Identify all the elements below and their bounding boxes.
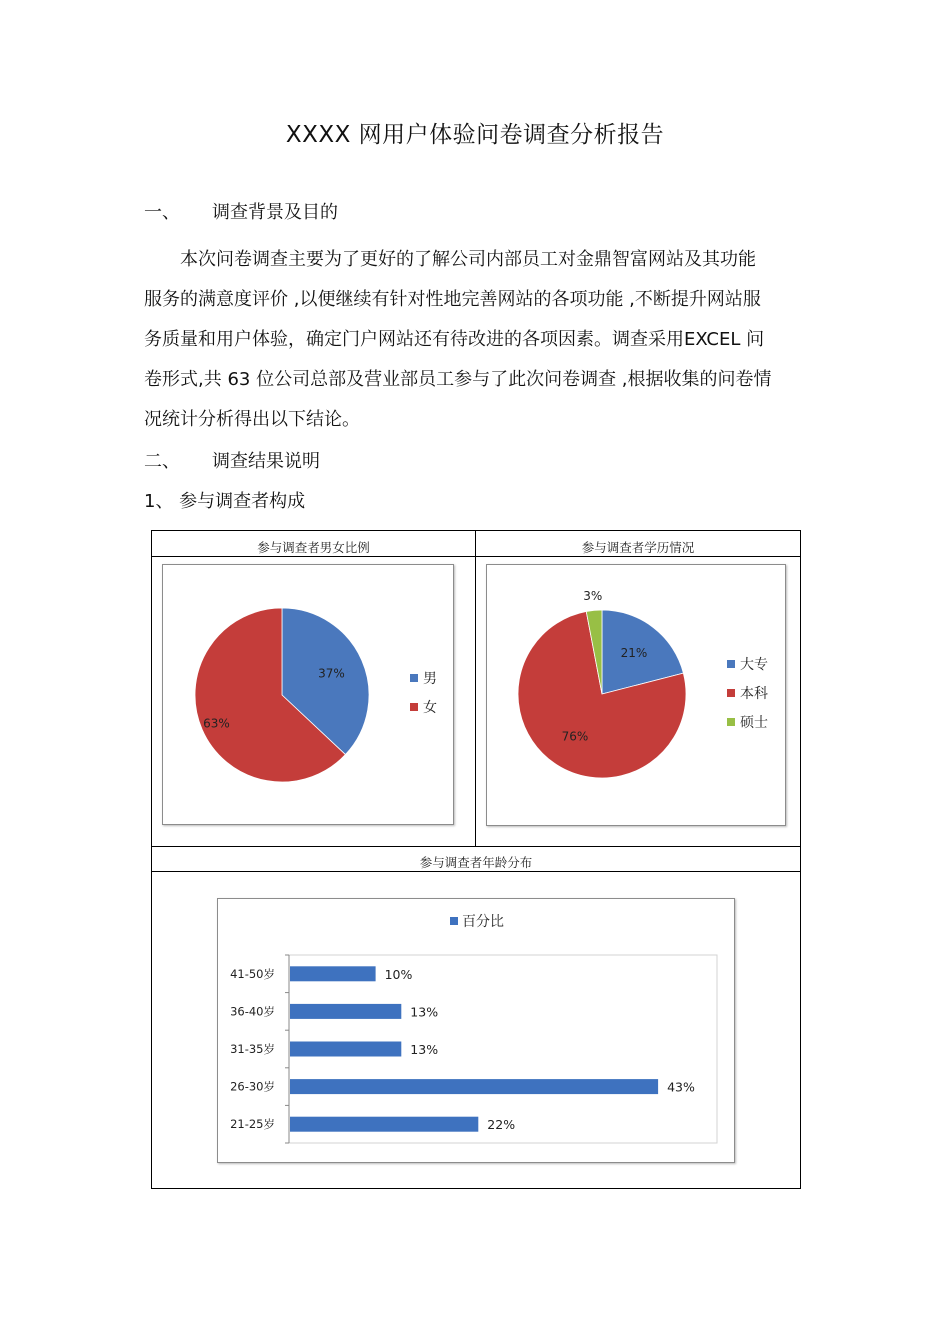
legend-label: 男 [423, 671, 437, 687]
charts-table [151, 530, 801, 1189]
table-divider [475, 531, 476, 846]
legend-label: 女 [423, 700, 437, 716]
category-label: 26-30岁 [230, 1079, 275, 1094]
legend-label: 本科 [740, 686, 768, 702]
paragraph-line: 务质量和用户体验，确定门户网站还有待改进的各项因素。调查采用EXCEL 问 [144, 329, 765, 350]
legend-label: 大专 [740, 657, 768, 673]
age-chart [217, 898, 735, 1163]
category-label: 31-35岁 [230, 1042, 275, 1056]
section-number: 一、 [144, 202, 180, 223]
gender-pie-chart [163, 565, 453, 824]
gender-chart [162, 564, 454, 825]
background-paragraph [144, 240, 809, 440]
bar [290, 1004, 401, 1019]
bar-value-label: 13% [410, 1004, 439, 1020]
pie-data-label: 63% [203, 716, 230, 731]
age-chart-title: 参与调查者年龄分布 [419, 855, 533, 870]
pie-data-label: 37% [318, 666, 345, 681]
bar [290, 1079, 658, 1094]
category-label: 36-40岁 [230, 1004, 275, 1019]
table-rule [152, 846, 800, 847]
section-heading-1 [144, 198, 544, 226]
paragraph-line: 卷形式,共 63 位公司总部及营业部员工参与了此次问卷调查 ,根据收集的问卷情 [144, 369, 772, 390]
section-number: 二、 [144, 451, 180, 472]
category-label: 41-50岁 [230, 966, 275, 981]
education-pie-chart [487, 565, 785, 825]
bar-value-label: 22% [487, 1117, 516, 1133]
bar-value-label: 10% [384, 966, 413, 982]
section-heading-2 [144, 447, 544, 475]
subsection-heading [144, 487, 544, 515]
document-title: XXXX 网用户体验问卷调查分析报告 [285, 122, 665, 148]
pie-data-label: 3% [583, 589, 603, 604]
pie-data-label: 21% [620, 645, 648, 660]
section-title: 调查结果说明 [212, 451, 320, 472]
bar-value-label: 43% [667, 1079, 695, 1095]
legend-swatch [727, 660, 735, 668]
table-rule [152, 871, 800, 872]
paragraph-line: 本次问卷调查主要为了更好的了解公司内部员工对金鼎智富网站及其功能 [180, 249, 756, 270]
legend-swatch [410, 703, 418, 711]
education-chart [486, 564, 786, 826]
bar [290, 1117, 478, 1132]
age-bar-chart [218, 899, 734, 1162]
pie-data-label: 76% [561, 729, 589, 744]
paragraph-line: 服务的满意度评价 ,以便继续有针对性地完善网站的各项功能 ,不断提升网站服 [144, 289, 761, 310]
table-rule [152, 556, 800, 557]
legend-label: 硕士 [740, 715, 768, 731]
bar [290, 966, 376, 981]
legend-swatch [410, 674, 418, 682]
subsection-title: 1、 参与调查者构成 [144, 491, 306, 512]
paragraph-line: 况统计分析得出以下结论。 [144, 409, 360, 430]
legend-swatch [727, 689, 735, 697]
bar-value-label: 13% [410, 1042, 439, 1057]
legend-swatch [450, 917, 458, 925]
education-chart-title: 参与调查者学历情况 [581, 540, 695, 555]
section-title: 调查背景及目的 [212, 202, 338, 223]
category-label: 21-25岁 [230, 1117, 275, 1132]
bar [290, 1042, 401, 1057]
gender-chart-title: 参与调查者男女比例 [257, 540, 370, 555]
legend-swatch [727, 718, 735, 726]
legend-label: 百分比 [462, 914, 504, 930]
